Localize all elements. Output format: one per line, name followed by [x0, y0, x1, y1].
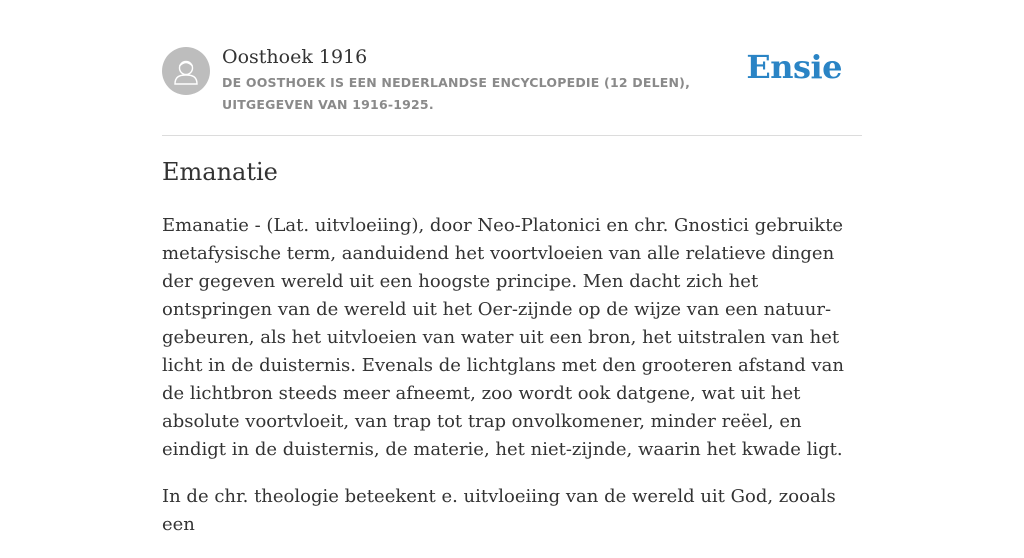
- source-description: DE OOSTHOEK IS EEN NEDERLANDSE ENCYCLOPEDIE (12 DELEN), UITGEGEVEN VAN 1916-1925.: [222, 75, 691, 112]
- entry-title: Emanatie: [162, 158, 278, 186]
- avatar[interactable]: [162, 47, 210, 95]
- source-header: [162, 44, 862, 136]
- entry-paragraph: Emanatie - (Lat. uitvloeiing), door Neo-Platonici en chr. Gnostici gebruikte metafysische term, aanduidend het voortvloeien van alle relatieve dingen der gegeven wereld uit een hoogste principe. Men dacht zich het ontspringen van de wereld uit het Oer-zijnde op de wijze van een natuur-gebeuren, als het uitvloeien van water uit een bron, het uitstralen van het licht in de duisternis. Evenals de lichtglans met den grooteren afstand van de lichtbron steeds meer afneemt, zoo wordt ook datgene, wat uit het absolute voortvloeit, van trap tot trap onvolkomener, minder reëel, en eindigt in de duisternis, de materie, het niet-zijnde, waarin het kwade ligt.: [162, 215, 844, 460]
- user-icon: [162, 47, 210, 95]
- brand-logo[interactable]: Ensie: [746, 48, 842, 86]
- entry-paragraph: In de chr. theologie beteekent e. uitvloeiing van de wereld uit God, zooals een: [162, 486, 836, 535]
- entry-body: [162, 212, 866, 558]
- source-title[interactable]: Oosthoek 1916: [222, 46, 368, 68]
